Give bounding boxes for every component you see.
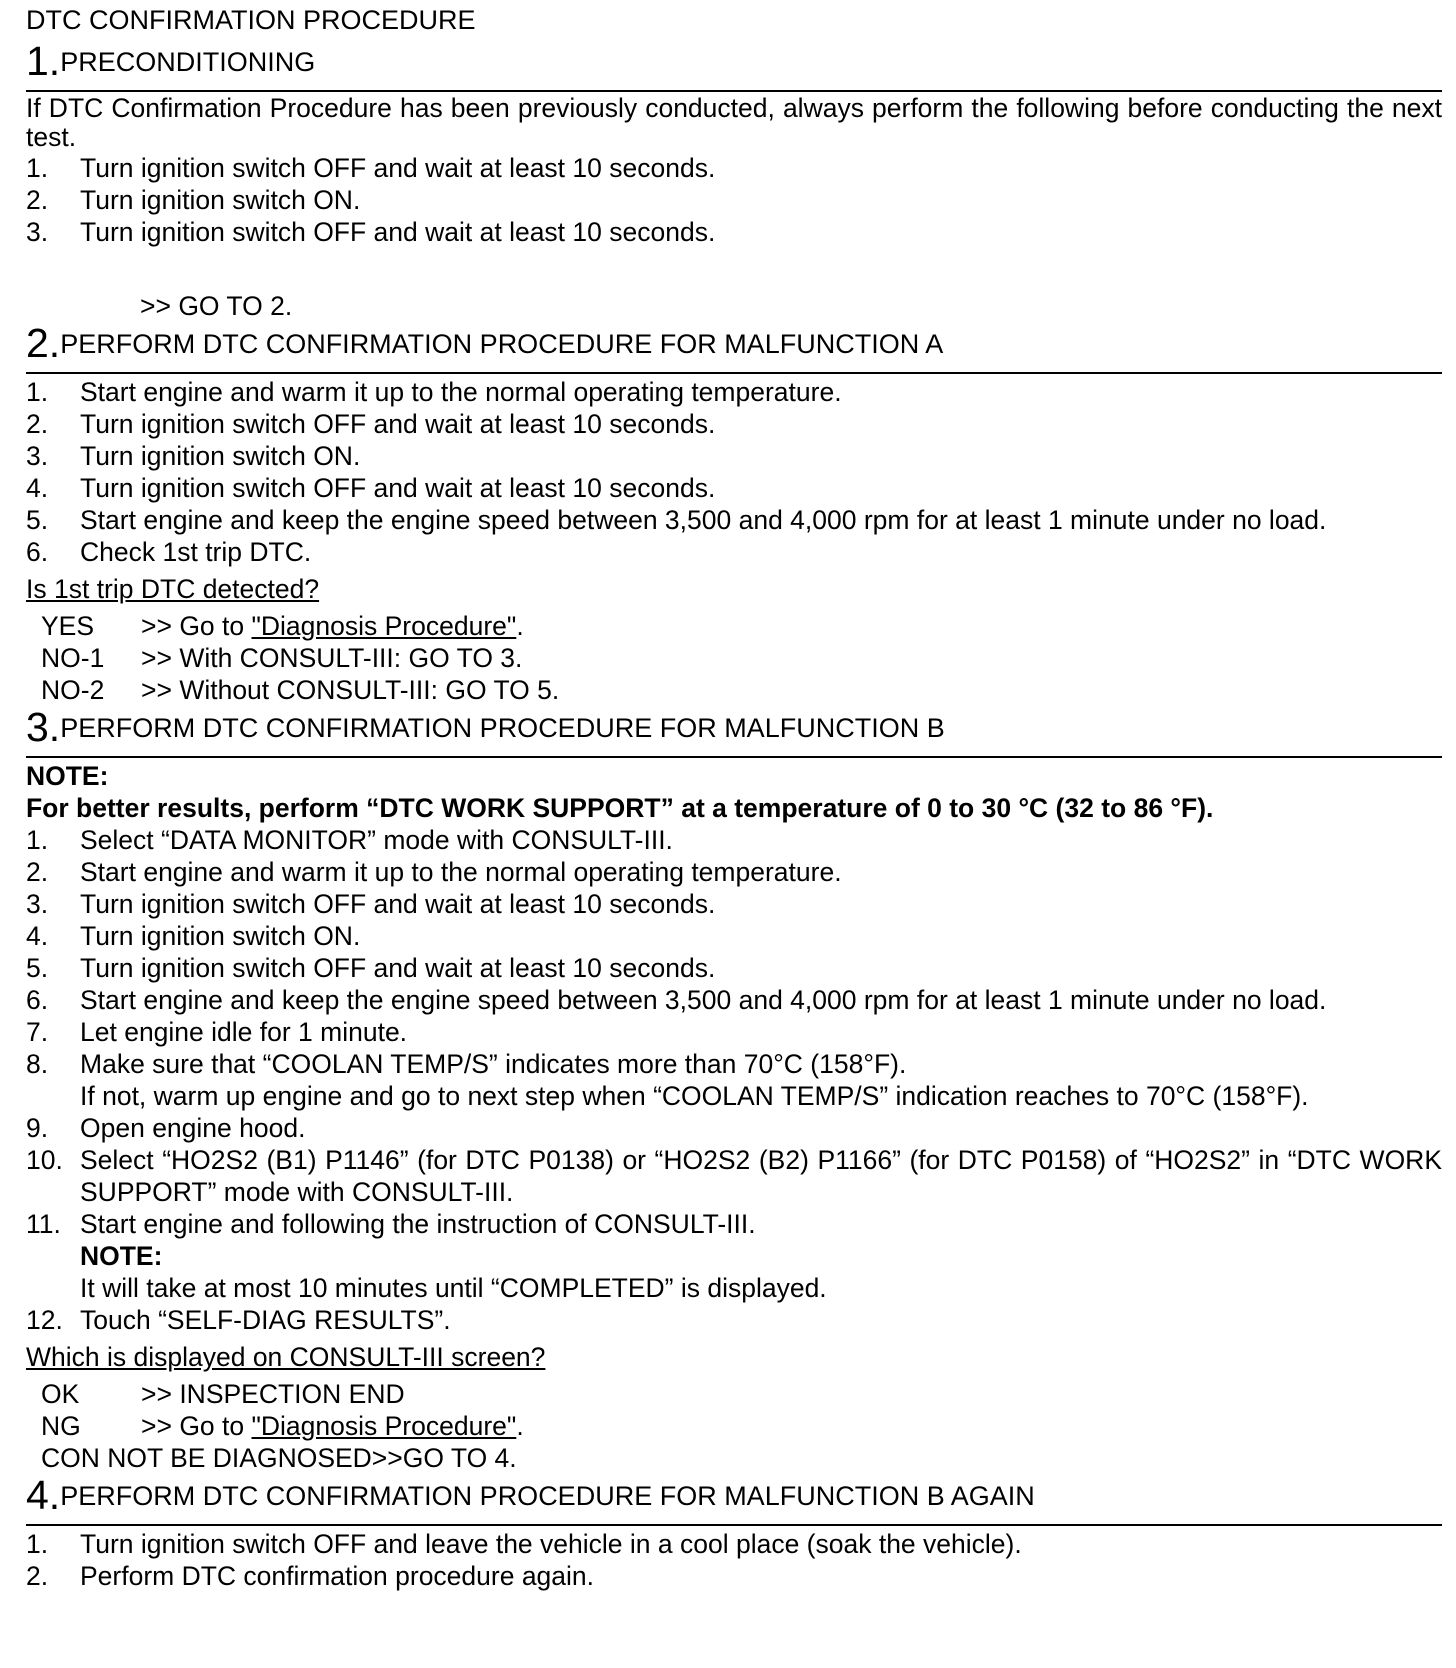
item-text: Turn ignition switch OFF and wait at least 10 seconds. [80,153,716,183]
item-number: 12. [26,1305,63,1335]
list-item [26,952,1442,984]
item-text: Turn ignition switch OFF and wait at least 10 seconds. [80,409,716,439]
item-text: Turn ignition switch OFF and wait at least 10 seconds. [80,217,716,247]
step-heading [26,40,1442,82]
diagnosis-procedure-link[interactable]: "Diagnosis Procedure" [251,1411,517,1441]
list-item [26,152,1442,184]
answer-row [26,610,1442,642]
step-number: 1. [26,38,61,84]
list-item [26,888,1442,920]
answer-suffix: . [516,611,524,641]
item-number: 8. [26,1049,49,1079]
list-item [26,536,1442,568]
item-text: Start engine and warm it up to the normal operating temperature. [80,857,842,887]
step-heading [26,1474,1442,1516]
list-item [26,824,1442,856]
answer-text[interactable]: >> With CONSULT-III: GO TO 3. [141,643,523,673]
list-item [26,984,1442,1016]
list-item [26,1560,1442,1592]
step-title: PERFORM DTC CONFIRMATION PROCEDURE FOR MALFUNCTION A [60,329,944,359]
step-3 [26,706,1442,1474]
item-text: Turn ignition switch ON. [80,185,361,215]
item-number: 1. [26,1529,49,1559]
item-number: 5. [26,505,49,535]
divider [26,756,1442,758]
list-item [26,1208,1442,1240]
answer-prefix: >> Go to [141,1411,252,1441]
step-title: PRECONDITIONING [60,47,316,77]
list-item [26,472,1442,504]
answer-row [26,674,1442,706]
item-text: Turn ignition switch OFF and wait at least 10 seconds. [80,473,716,503]
item-number: 2. [26,857,49,887]
list-item [26,376,1442,408]
answer-row-extra[interactable]: CON NOT BE DIAGNOSED>>GO TO 4. [41,1443,517,1473]
list-item [26,856,1442,888]
step-heading [26,322,1442,364]
divider [26,90,1442,92]
list-item [26,1304,1442,1336]
step-title: PERFORM DTC CONFIRMATION PROCEDURE FOR MALFUNCTION B [60,713,945,743]
item-number: 6. [26,537,49,567]
answer-text[interactable]: >> Without CONSULT-III: GO TO 5. [141,675,560,705]
answer-key: NO-1 [41,643,105,673]
item-text: Select “HO2S2 (B1) P1146” (for DTC P0138) or “HO2S2 (B2) P1166” (for DTC P0158) of “HO2S2” in “DTC WORK SUPPORT” mode with CONSULT-III. [80,1145,1442,1207]
item-number: 1. [26,377,49,407]
item-number: 11. [26,1209,61,1239]
answer-text [141,1410,524,1442]
item-number: 9. [26,1113,49,1143]
step-title: PERFORM DTC CONFIRMATION PROCEDURE FOR MALFUNCTION B AGAIN [60,1481,1035,1511]
question: Which is displayed on CONSULT-III screen? [26,1342,546,1372]
item-text: Start engine and keep the engine speed between 3,500 and 4,000 rpm for at least 1 minute under no load. [80,505,1327,535]
item-number: 7. [26,1017,49,1047]
item-text: Turn ignition switch ON. [80,441,361,471]
intro-text: If DTC Confirmation Procedure has been previously conducted, always perform the following before conducting the next test. [26,93,1442,152]
step-4 [26,1474,1442,1592]
note-label: NOTE: [26,761,109,791]
item-number: 3. [26,441,49,471]
item-text: Perform DTC confirmation procedure again. [80,1561,595,1591]
divider [26,1524,1442,1526]
answer-key: YES [41,611,95,641]
item-text: Turn ignition switch OFF and leave the vehicle in a cool place (soak the vehicle). [80,1529,1022,1559]
list-item [26,1144,1442,1208]
item-number: 2. [26,1561,49,1591]
document [26,0,1442,1592]
item-text: Turn ignition switch ON. [80,921,361,951]
answer-text [141,610,524,642]
answer-key: NO-2 [41,675,105,705]
divider [26,372,1442,374]
step-1 [26,40,1442,322]
answer-row [26,1410,1442,1442]
item-text: Let engine idle for 1 minute. [80,1017,408,1047]
item-text: Open engine hood. [80,1113,306,1143]
answer-text: >> INSPECTION END [141,1379,405,1409]
item-text: Turn ignition switch OFF and wait at least 10 seconds. [80,889,716,919]
list-item [26,216,1442,248]
goto-link[interactable]: >> GO TO 2. [140,291,293,321]
list-item [26,184,1442,216]
item-number: 6. [26,985,49,1015]
item-text: Turn ignition switch OFF and wait at least 10 seconds. [80,953,716,983]
answer-suffix: . [516,1411,524,1441]
item-text: Touch “SELF-DIAG RESULTS”. [80,1305,451,1335]
list-item [26,1016,1442,1048]
answer-key: NG [41,1411,81,1441]
list-item [26,504,1442,536]
list-item [26,1528,1442,1560]
item-text: Start engine and warm it up to the normal operating temperature. [80,377,842,407]
step-number: 4. [26,1472,61,1518]
item-number: 10. [26,1145,63,1175]
answer-key: OK [41,1379,80,1409]
item-number: 2. [26,185,49,215]
item-text: Start engine and keep the engine speed between 3,500 and 4,000 rpm for at least 1 minute under no load. [80,985,1327,1015]
item-text: Make sure that “COOLAN TEMP/S” indicates more than 70°C (158°F). [80,1049,907,1079]
item-number: 4. [26,921,49,951]
answer-row [26,1378,1442,1410]
step-number: 3. [26,704,61,750]
step-heading [26,706,1442,748]
item-note-text: It will take at most 10 minutes until “COMPLETED” is displayed. [80,1273,827,1303]
list-item [26,440,1442,472]
item-number: 2. [26,409,49,439]
question: Is 1st trip DTC detected? [26,574,320,604]
item-number: 1. [26,825,49,855]
list-item [26,408,1442,440]
list-item [26,920,1442,952]
item-number: 3. [26,889,49,919]
document-title: DTC CONFIRMATION PROCEDURE [26,5,476,35]
item-number: 4. [26,473,49,503]
diagnosis-procedure-link[interactable]: "Diagnosis Procedure" [251,611,517,641]
step-number: 2. [26,320,61,366]
answer-prefix: >> Go to [141,611,252,641]
item-number: 5. [26,953,49,983]
item-text: Check 1st trip DTC. [80,537,312,567]
list-item [26,1112,1442,1144]
item-number: 1. [26,153,49,183]
note-text: For better results, perform “DTC WORK SUPPORT” at a temperature of 0 to 30 °C (32 to 86 °F). [26,793,1214,823]
answer-row [26,642,1442,674]
list-item [26,1048,1442,1080]
item-note-label: NOTE: [80,1241,163,1271]
item-text: Select “DATA MONITOR” mode with CONSULT-III. [80,825,673,855]
item-number: 3. [26,217,49,247]
step-2 [26,322,1442,706]
item-text: Start engine and following the instruction of CONSULT-III. [80,1209,756,1239]
item-subtext: If not, warm up engine and go to next step when “COOLAN TEMP/S” indication reaches to 70°C (158°F). [80,1081,1309,1111]
